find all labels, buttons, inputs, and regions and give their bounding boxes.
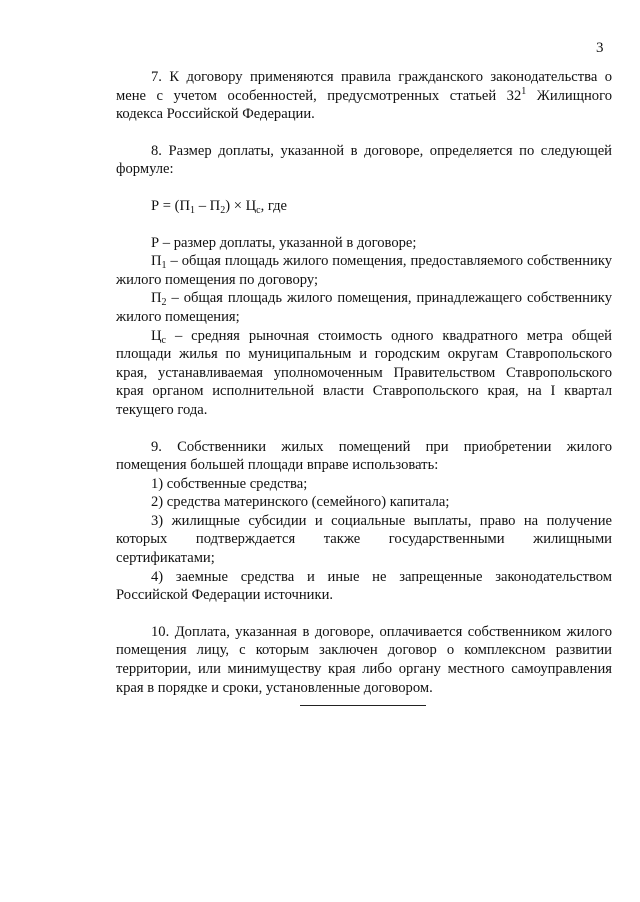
definition-r: Р – размер доплаты, указанной в договоре; bbox=[151, 234, 417, 251]
definition-p1: $П_1$ – общая площадь жилого помещения, предоставляемого собственнику жилого помещения по договору; bbox=[116, 253, 612, 288]
closing-rule bbox=[300, 705, 426, 706]
list-item-3: 3) жилищные субсидии и социальные выплаты, право на получение которых подтверждается также государственными жилищными сертификатами; bbox=[116, 512, 612, 567]
document-body bbox=[116, 68, 612, 697]
article-superscript: 1 bbox=[521, 85, 527, 97]
paragraph-9: 9. Собственники жилых помещений при приобретении жилого помещения большей площади вправе использовать: bbox=[116, 438, 612, 474]
definition-p2: $П_2$ – общая площадь жилого помещения, принадлежащего собственнику жилого помещения; bbox=[116, 290, 612, 325]
paragraph-7-text: 7. К договору применяются правила гражданского законодательства о мене с учетом особенностей, предусмотренных статьей 32 bbox=[116, 69, 612, 104]
paragraph-10: 10. Доплата, указанная в договоре, оплачивается собственником жилого помещения лицу, с которым заключен договор о комплексном развитии территории, или минимуществу края либо органу местного самоуправления края в порядке и сроки, установленные договором. bbox=[116, 623, 612, 696]
paragraph-7-text-end: Жилищного кодекса Российской Федерации. bbox=[116, 87, 613, 123]
page-number: 3 bbox=[596, 40, 604, 56]
definition-c: $Ц_с$ – средняя рыночная стоимость одного квадратного метра общей площади жилья по муниципальным и городским округам Ставропольского края, устанавливаемая уполномоченным Правительством Ставропольского края органом исполнительной власти Ставропольского края, на I квартал текущего года. bbox=[116, 327, 612, 418]
paragraph-7 bbox=[116, 68, 612, 124]
paragraph-8: 8. Размер доплаты, указанной в договоре, определяется по следующей формуле: bbox=[116, 142, 612, 178]
list-item-4: 4) заемные средства и иные не запрещенные законодательством Российской Федерации источники. bbox=[116, 568, 612, 604]
list-item-1: 1) собственные средства; bbox=[151, 475, 308, 492]
list-item-2: 2) средства материнского (семейного) капитала; bbox=[151, 494, 450, 511]
formula: $Р = (П_1 - П_2) \times Ц_с$, где bbox=[151, 197, 288, 216]
